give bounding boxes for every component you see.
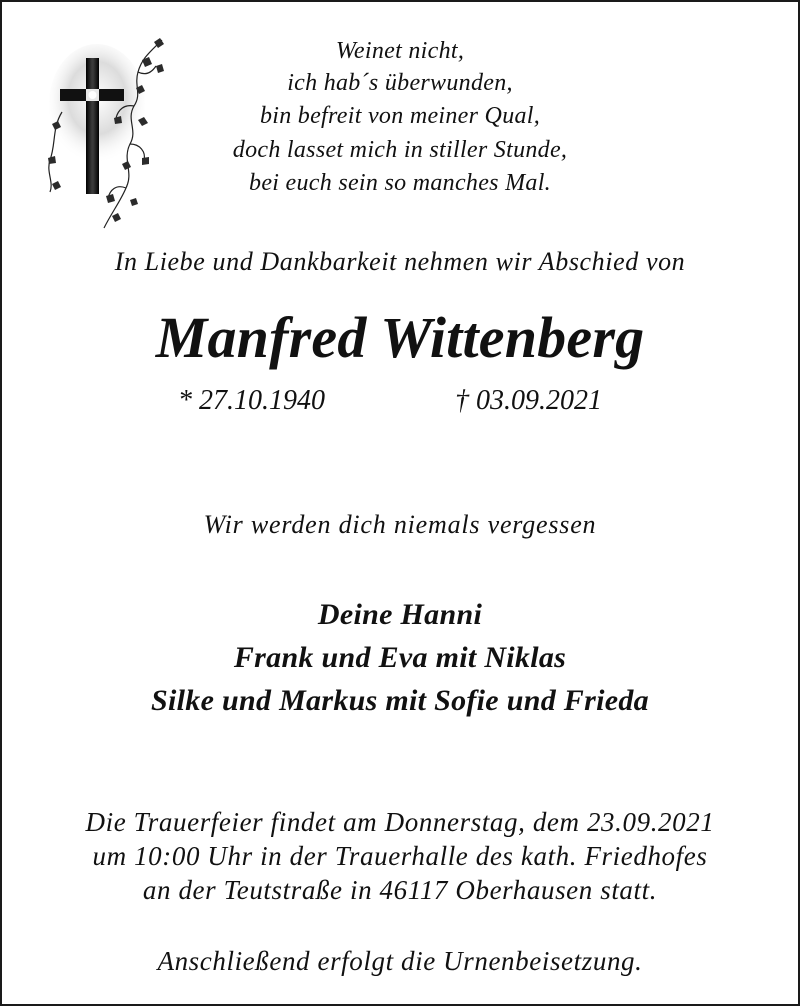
deceased-name: Manfred Wittenberg [155, 305, 645, 370]
poem-line: bei euch sein so manches Mal. [249, 170, 551, 196]
service-line: um 10:00 Uhr in der Trauerhalle des kath. Friedhofes [92, 841, 708, 871]
poem-line: ich hab´s überwunden, [287, 70, 513, 96]
poem-line: bin befreit von meiner Qual, [259, 103, 541, 129]
family-line: Frank und Eva mit Niklas [233, 641, 567, 674]
motto: Wir werden dich niemals vergessen [203, 510, 597, 539]
family-line: Silke und Markus mit Sofie und Frieda [151, 684, 649, 717]
poem-line: Weinet nicht, [335, 38, 465, 64]
family-line: Deine Hanni [317, 598, 483, 631]
death-date: † 03.09.2021 [455, 385, 602, 416]
intro-text: In Liebe und Dankbarkeit nehmen wir Abschied von [114, 247, 686, 276]
service-line: Die Trauerfeier findet am Donnerstag, dem 23.09.2021 [85, 807, 715, 837]
poem-line: doch lasset mich in stiller Stunde, [232, 137, 568, 163]
service-line: an der Teutstraße in 46117 Oberhausen statt. [142, 875, 658, 905]
birth-date: * 27.10.1940 [178, 385, 325, 416]
burial-note: Anschließend erfolgt die Urnenbeisetzung. [157, 946, 643, 976]
